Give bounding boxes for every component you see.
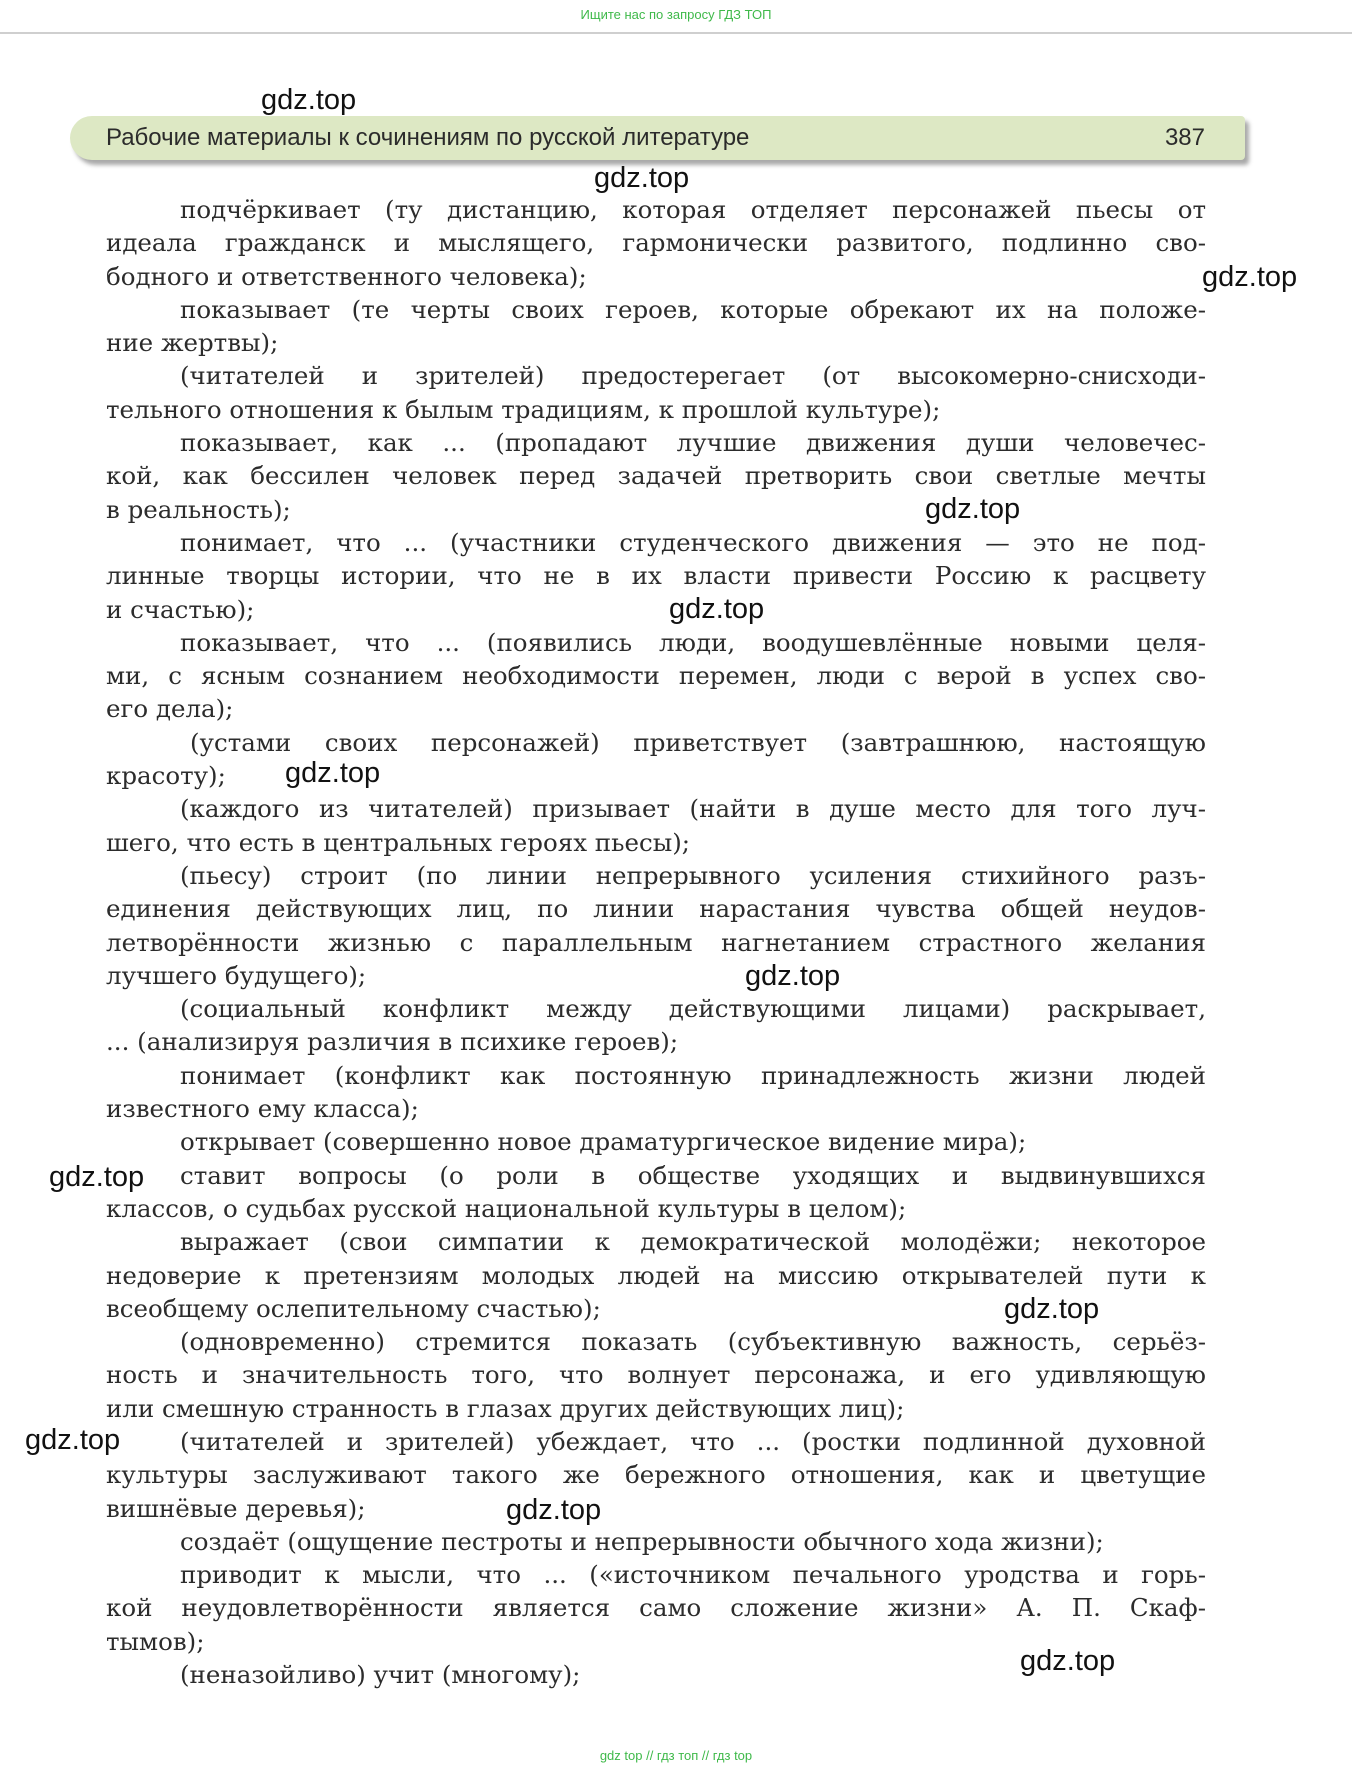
text-line: ность и значительность того, что волнует персонажа, и его удивляющую — [106, 1360, 1206, 1390]
watermark: gdz.top — [925, 493, 1021, 525]
page-number: 387 — [1164, 124, 1205, 151]
text-line: вишнёвые деревья); — [106, 1493, 366, 1523]
text-line: красоту); — [106, 761, 226, 791]
watermark: gdz.top — [25, 1424, 121, 1456]
text-line: известного ему класса); — [106, 1094, 419, 1124]
text-line: открывает (совершенно новое драматургическое видение мира); — [180, 1127, 1027, 1157]
watermark: gdz.top — [594, 162, 690, 194]
text-line: идеала гражданск и мыслящего, гармонически развитого, подлинно сво- — [106, 228, 1206, 258]
text-line: ставит вопросы (о роли в обществе уходящих и выдвинувшихся — [180, 1160, 1206, 1190]
text-line: создаёт (ощущение пестроты и непрерывности обычного хода жизни); — [180, 1526, 1104, 1556]
text-line: тельного отношения к былым традициям, к прошлой культуре); — [106, 394, 941, 424]
text-line: и счастью); — [106, 594, 255, 624]
text-line: летворённости жизнью с параллельным нагнетанием страстного желания — [106, 927, 1206, 957]
watermark: gdz.top — [1020, 1645, 1116, 1677]
text-line: (пьесу) строит (по линии непрерывного усиления стихийного разъ- — [180, 860, 1206, 890]
text-line: показывает (те черты своих героев, которые обрекают их на положе- — [180, 294, 1206, 324]
text-line: подчёркивает (ту дистанцию, которая отделяет персонажей пьесы от — [180, 195, 1206, 224]
text-line: всеобщему ослепительному счастью); — [106, 1293, 601, 1323]
text-line: (читателей и зрителей) предостерегает (от высокомерно-снисходи- — [180, 361, 1206, 391]
text-line: понимает, что ... (участники студенческого движения — это не под- — [180, 527, 1206, 557]
text-line: выражает (свои симпатии к демократической молодёжи; некоторое — [180, 1227, 1206, 1257]
text-line: (социальный конфликт между действующими лицами) раскрывает, — [180, 994, 1206, 1024]
text-line: шего, что есть в центральных героях пьесы); — [106, 827, 691, 857]
watermark: gdz.top — [506, 1494, 602, 1526]
text-line: недоверие к претензиям молодых людей на миссию открывателей пути к — [106, 1260, 1206, 1290]
text-line: классов, о судьбах русской национальной культуры в целом); — [106, 1193, 907, 1223]
watermark: gdz.top — [1004, 1293, 1100, 1325]
watermark: gdz.top — [261, 84, 357, 116]
text-line: единения действующих лиц, по линии нарастания чувства общей неудов- — [106, 894, 1206, 924]
text-line: культуры заслуживают такого же бережного отношения, как и цветущие — [106, 1460, 1206, 1490]
text-line: тымов); — [106, 1626, 205, 1656]
text-line: (читателей и зрителей) убеждает, что ... (ростки подлинной духовной — [180, 1426, 1206, 1456]
footer-text: gdz top // гдз топ // гдз top — [599, 1748, 753, 1763]
text-line: приводит к мысли, что ... («источником печального уродства и горь- — [180, 1560, 1206, 1590]
body-text — [106, 193, 1206, 1691]
text-line: показывает, как ... (пропадают лучшие движения души человечес- — [180, 428, 1206, 458]
text-line: или смешную странность в глазах других действующих лиц); — [106, 1393, 905, 1423]
watermark: gdz.top — [285, 757, 381, 789]
page-header — [70, 116, 1245, 160]
text-line: его дела); — [106, 694, 234, 724]
text-line: ми, с ясным сознанием необходимости перемен, люди с верой в успех сво- — [106, 661, 1206, 691]
header-title: Рабочие материалы к сочинениям по русской литературе — [106, 124, 750, 151]
text-line: (неназойливо) учит (многому); — [180, 1660, 581, 1690]
watermark: gdz.top — [669, 593, 765, 625]
text-line: ... (анализируя различия в психике героев); — [106, 1027, 679, 1057]
watermark: gdz.top — [49, 1161, 145, 1193]
bottom-footer — [0, 1748, 1352, 1763]
watermark: gdz.top — [745, 960, 841, 992]
text-line: ние жертвы); — [106, 328, 279, 358]
text-line: (одновременно) стремится показать (субъективную важность, серьёз- — [180, 1327, 1206, 1357]
text-line: кой, как бессилен человек перед задачей претворить свои светлые мечты — [106, 461, 1206, 491]
watermark: gdz.top — [1202, 261, 1298, 293]
text-line: бодного и ответственного человека); — [106, 261, 587, 291]
top-banner — [0, 0, 1352, 34]
text-line: (каждого из читателей) призывает (найти в душе место для того луч- — [180, 794, 1206, 824]
text-line: в реальность); — [106, 494, 291, 524]
text-line: понимает (конфликт как постоянную принадлежность жизни людей — [180, 1060, 1206, 1090]
text-line: лучшего будущего); — [106, 960, 367, 990]
text-line: (устами своих персонажей) приветствует (завтрашнюю, настоящую — [190, 727, 1206, 757]
banner-text: Ищите нас по запросу ГДЗ ТОП — [580, 7, 772, 22]
text-line: показывает, что ... (появились люди, воодушевлённые новыми целя- — [180, 627, 1206, 657]
text-line: линные творцы истории, что не в их власти привести Россию к расцвету — [106, 561, 1206, 591]
text-line: кой неудовлетворённости является само сложение жизни» А. П. Скаф- — [106, 1593, 1206, 1623]
